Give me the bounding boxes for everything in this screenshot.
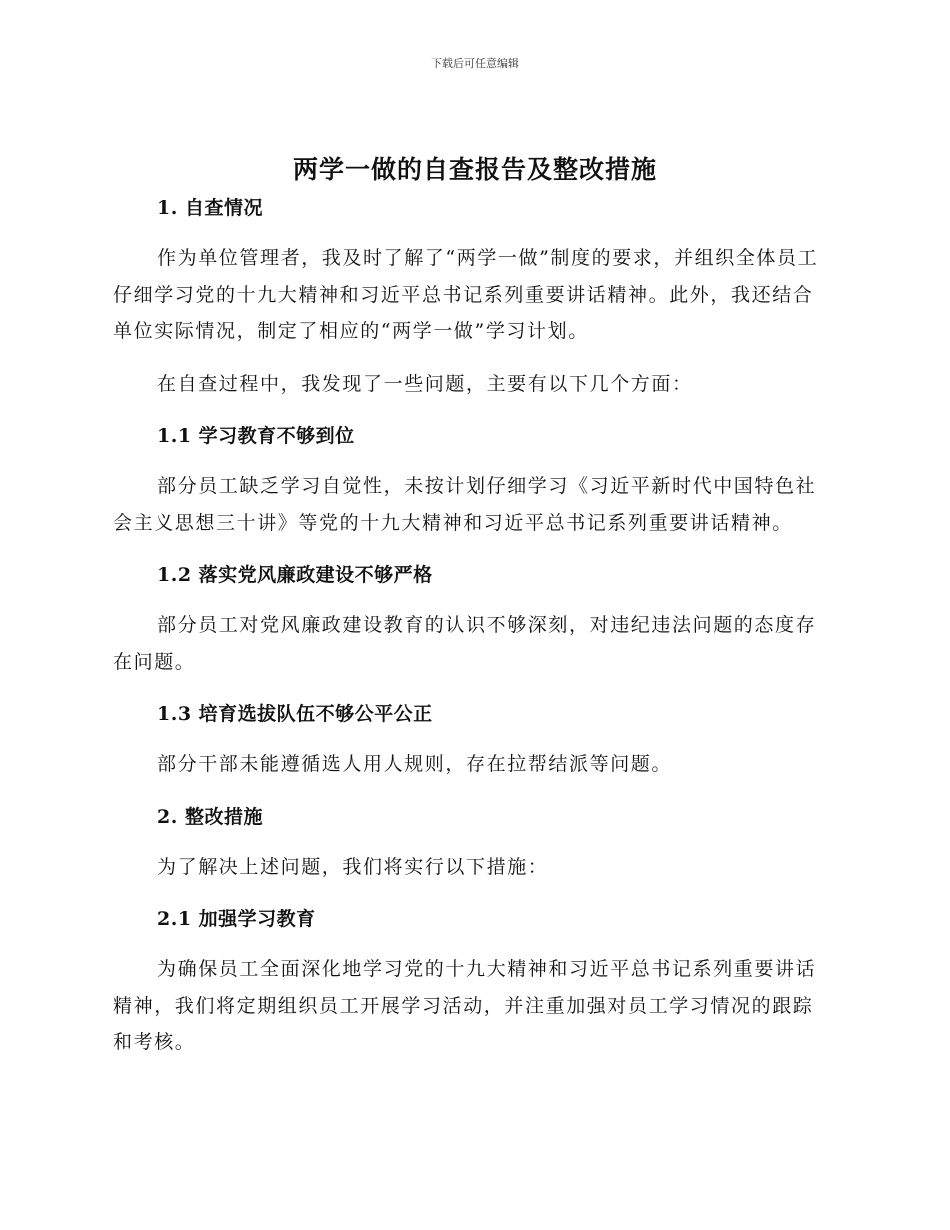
section-heading-2: 2. 整改措施	[157, 805, 263, 828]
section-1-paragraph-2: 在自查过程中，我发现了一些问题，主要有以下几个方面：	[157, 372, 693, 395]
section-heading-1-2: 1.2 落实党风廉政建设不够严格	[157, 564, 433, 586]
section-heading-1: 1. 自查情况	[157, 197, 263, 219]
section-1-3-paragraph: 部分干部未能遵循选人用人规则，存在拉帮结派等问题。	[157, 753, 673, 775]
section-2-paragraph: 为了解决上述问题，我们将实行以下措施：	[157, 855, 549, 878]
section-2-1-paragraph: 为确保员工全面深化地学习党的十九大精神和习近平总书记系列重要讲话精神，我们将定期组织员工开展学习活动，并注重加强对员工学习情况的跟踪和考核。	[113, 958, 817, 1053]
section-1-paragraph-1: 作为单位管理者，我及时了解了“两学一做”制度的要求，并组织全体员工仔细学习党的十九大精神和习近平总书记系列重要讲话精神。此外，我还结合单位实际情况，制定了相应的“两学一做”学习计划。	[113, 247, 819, 342]
header-note: 下载后可任意编辑	[431, 57, 519, 70]
document-body	[113, 190, 833, 1061]
section-heading-1-3: 1.3 培育选拔队伍不够公平公正	[157, 703, 433, 725]
document-title: 两学一做的自查报告及整改措施	[292, 155, 657, 184]
section-1-1-paragraph: 部分员工缺乏学习自觉性，未按计划仔细学习《习近平新时代中国特色社会主义思想三十讲》等党的十九大精神和习近平总书记系列重要讲话精神。	[113, 475, 817, 534]
section-heading-2-1: 2.1 加强学习教育	[157, 908, 316, 930]
section-1-2-paragraph: 部分员工对党风廉政建设教育的认识不够深刻，对违纪违法问题的态度存在问题。	[113, 614, 817, 673]
section-heading-1-1: 1.1 学习教育不够到位	[157, 425, 355, 447]
